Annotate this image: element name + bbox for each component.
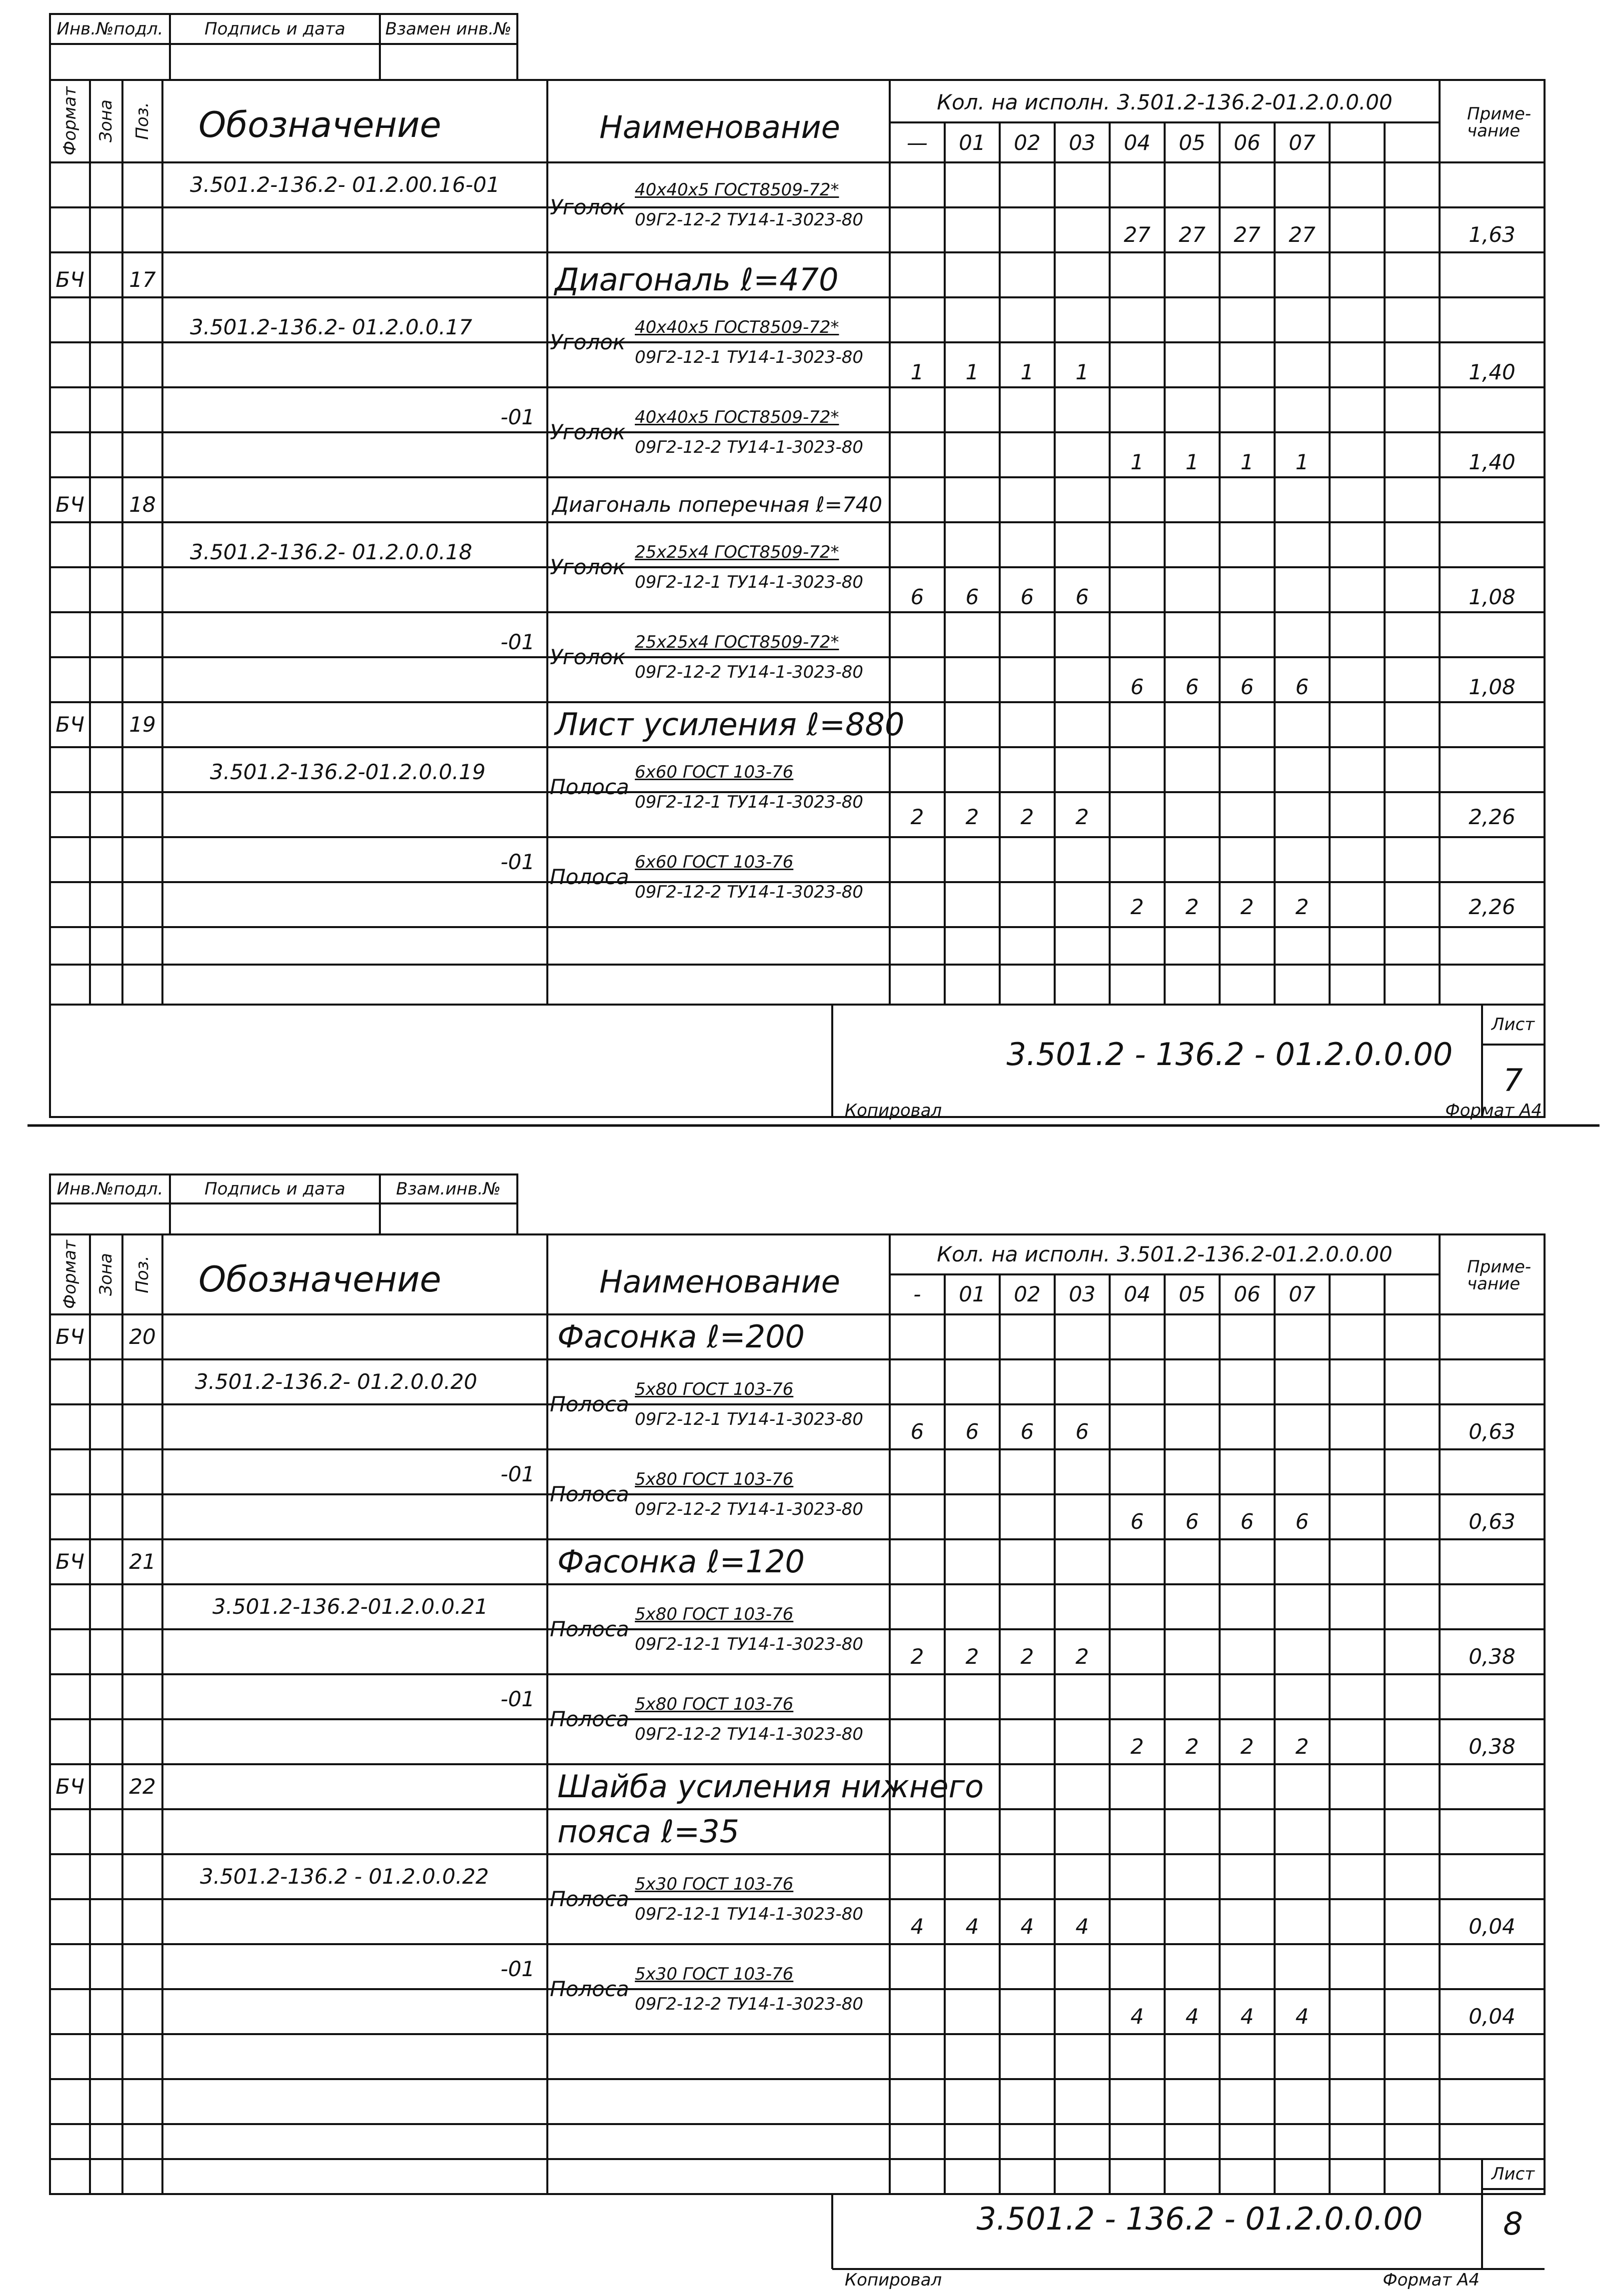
row-profile: 40x40x5 ГОСТ8509-72* <box>635 407 839 427</box>
qty-cell: 27 <box>1124 222 1151 247</box>
row-profile: 40x40x5 ГОСТ8509-72* <box>635 317 839 337</box>
row-material: 09Г2-12-1 ТУ14-1-3023-80 <box>635 1904 864 1924</box>
qty-cell: 2 <box>1075 805 1089 829</box>
qty-cell: 6 <box>1185 675 1199 699</box>
row-note: 2,26 <box>1469 805 1516 829</box>
header-name: Наименование <box>599 109 840 145</box>
row-profile: 40x40x5 ГОСТ8509-72* <box>635 180 839 200</box>
row-format: БЧ <box>55 1549 84 1574</box>
row-designation: 3.501.2-136.2- 01.2.0.0.17 <box>190 315 472 339</box>
sheet-page-8 <box>0 1145 1622 2296</box>
footer-sheet-number: 8 <box>1503 2206 1523 2242</box>
qty-cell: 4 <box>1295 2004 1309 2029</box>
row-material: 09Г2-12-2 ТУ14-1-3023-80 <box>635 210 864 230</box>
header-col: 01 <box>959 1282 986 1306</box>
row-designation: -01 <box>500 1957 535 1981</box>
footer-copied: Копировал <box>845 2270 942 2290</box>
qty-cell: 6 <box>1130 675 1144 699</box>
footer-doc-number: 3.501.2 - 136.2 - 01.2.0.0.00 <box>1006 1036 1453 1073</box>
row-note: 0,04 <box>1469 2004 1516 2029</box>
header-col: — <box>907 130 928 155</box>
row-profile: 6x60 ГОСТ 103-76 <box>635 762 794 782</box>
row-designation: -01 <box>500 1462 535 1486</box>
qty-cell: 2 <box>1130 1734 1144 1759</box>
qty-cell: 6 <box>1020 585 1034 609</box>
row-title: Фасонка ℓ=120 <box>557 1543 805 1580</box>
qty-cell: 4 <box>965 1914 979 1939</box>
header-col: 06 <box>1234 1282 1261 1306</box>
row-note: 0,63 <box>1469 1419 1516 1444</box>
header-col: 05 <box>1179 1282 1206 1306</box>
qty-cell: 27 <box>1179 222 1206 247</box>
row-kind: Полоса <box>550 775 629 799</box>
qty-cell: 6 <box>1240 675 1254 699</box>
qty-cell: 1 <box>1240 450 1254 474</box>
row-note: 1,40 <box>1469 450 1516 474</box>
row-title: Диагональ ℓ=470 <box>555 261 839 298</box>
header-note: Приме-чание <box>1467 1257 1532 1294</box>
row-profile: 5x80 ГОСТ 103-76 <box>635 1604 794 1624</box>
row-designation: -01 <box>500 630 535 654</box>
row-pos: 19 <box>129 712 156 737</box>
qty-cell: 1 <box>1295 450 1309 474</box>
row-profile: 25x25x4 ГОСТ8509-72* <box>635 542 839 562</box>
row-pos: 20 <box>129 1324 156 1349</box>
qty-cell: 2 <box>1075 1644 1089 1669</box>
qty-cell: 6 <box>965 1419 979 1444</box>
qty-cell: 2 <box>965 805 979 829</box>
row-kind: Полоса <box>550 1887 629 1911</box>
row-designation: -01 <box>500 1687 535 1711</box>
header-col: 01 <box>959 130 986 155</box>
footer-doc-number: 3.501.2 - 136.2 - 01.2.0.0.00 <box>976 2201 1423 2237</box>
row-title: Лист усиления ℓ=880 <box>555 706 905 743</box>
header-designation: Обозначение <box>198 104 441 145</box>
stamp-replace-label: Взам.инв.№ <box>396 1179 501 1199</box>
row-material: 09Г2-12-2 ТУ14-1-3023-80 <box>635 1994 864 2014</box>
qty-cell: 2 <box>1295 895 1309 919</box>
qty-cell: 2 <box>1240 895 1254 919</box>
qty-cell: 2 <box>1020 1644 1034 1669</box>
row-note: 1,63 <box>1469 222 1516 247</box>
header-pos: Поз. <box>132 102 152 140</box>
row-material: 09Г2-12-2 ТУ14-1-3023-80 <box>635 437 864 457</box>
qty-cell: 6 <box>1075 1419 1089 1444</box>
footer-format: Формат А4 <box>1383 2270 1480 2290</box>
sheet-grid <box>0 1145 1622 2296</box>
qty-cell: 2 <box>1185 1734 1199 1759</box>
qty-cell: 6 <box>910 585 924 609</box>
qty-cell: 6 <box>1295 675 1309 699</box>
qty-cell: 2 <box>965 1644 979 1669</box>
row-designation: 3.501.2-136.2- 01.2.0.0.18 <box>190 540 472 564</box>
qty-cell: 2 <box>910 1644 924 1669</box>
row-designation: 3.501.2-136.2- 01.2.00.16-01 <box>190 172 500 197</box>
row-material: 09Г2-12-2 ТУ14-1-3023-80 <box>635 662 864 682</box>
row-note: 1,08 <box>1469 675 1516 699</box>
header-format: Формат <box>60 86 80 155</box>
row-profile: 6x60 ГОСТ 103-76 <box>635 852 794 872</box>
qty-cell: 4 <box>910 1914 924 1939</box>
row-kind: Полоса <box>550 1617 629 1641</box>
row-designation: -01 <box>500 850 535 874</box>
row-profile: 25x25x4 ГОСТ8509-72* <box>635 632 839 652</box>
row-kind: Уголок <box>550 645 626 669</box>
row-note: 1,40 <box>1469 360 1516 384</box>
row-profile: 5x80 ГОСТ 103-76 <box>635 1379 794 1399</box>
footer-format: Формат А4 <box>1445 1101 1542 1121</box>
header-col: 02 <box>1014 1282 1041 1306</box>
header-col: 07 <box>1289 130 1316 155</box>
row-material: 09Г2-12-1 ТУ14-1-3023-80 <box>635 792 864 812</box>
row-kind: Уголок <box>550 330 626 354</box>
row-profile: 5x30 ГОСТ 103-76 <box>635 1964 794 1984</box>
row-kind: Полоса <box>550 1482 629 1506</box>
qty-cell: 1 <box>1020 360 1034 384</box>
qty-cell: 4 <box>1185 2004 1199 2029</box>
row-kind: Полоса <box>550 1707 629 1731</box>
qty-cell: 1 <box>965 360 979 384</box>
row-designation: -01 <box>500 405 535 429</box>
row-pos: 18 <box>129 492 156 517</box>
qty-cell: 6 <box>1240 1509 1254 1534</box>
qty-cell: 2 <box>1130 895 1144 919</box>
footer-sheet-number: 7 <box>1503 1062 1523 1099</box>
footer-sheet-label: Лист <box>1491 2164 1535 2184</box>
header-zone: Зона <box>96 1253 116 1296</box>
qty-cell: 6 <box>1075 585 1089 609</box>
header-name: Наименование <box>599 1263 840 1300</box>
qty-cell: 6 <box>1020 1419 1034 1444</box>
row-material: 09Г2-12-1 ТУ14-1-3023-80 <box>635 572 864 592</box>
row-format: БЧ <box>55 267 84 292</box>
row-kind: Уголок <box>550 555 626 579</box>
qty-cell: 6 <box>965 585 979 609</box>
row-material: 09Г2-12-2 ТУ14-1-3023-80 <box>635 1724 864 1744</box>
row-designation: 3.501.2-136.2-01.2.0.0.21 <box>212 1594 488 1619</box>
header-note: Приме-чание <box>1467 104 1532 141</box>
qty-cell: 4 <box>1130 2004 1144 2029</box>
qty-cell: 2 <box>1020 805 1034 829</box>
row-profile: 5x80 ГОСТ 103-76 <box>635 1694 794 1714</box>
row-kind: Полоса <box>550 865 629 889</box>
row-note: 1,08 <box>1469 585 1516 609</box>
row-material: 09Г2-12-2 ТУ14-1-3023-80 <box>635 1499 864 1519</box>
qty-cell: 2 <box>1185 895 1199 919</box>
qty-cell: 6 <box>1185 1509 1199 1534</box>
qty-cell: 1 <box>1075 360 1089 384</box>
header-col: 06 <box>1234 130 1261 155</box>
header-col: 04 <box>1124 1282 1151 1306</box>
qty-cell: 27 <box>1289 222 1316 247</box>
row-kind: Полоса <box>550 1392 629 1416</box>
stamp-inv-label: Инв.№подл. <box>56 1179 163 1199</box>
qty-cell: 6 <box>910 1419 924 1444</box>
row-designation: 3.501.2-136.2-01.2.0.0.19 <box>210 760 486 784</box>
qty-cell: 1 <box>1185 450 1199 474</box>
row-title: Шайба усиления нижнего <box>557 1768 984 1805</box>
row-note: 0,63 <box>1469 1509 1516 1534</box>
row-kind: Полоса <box>550 1977 629 2001</box>
header-qty: Кол. на исполн. 3.501.2-136.2-01.2.0.0.00 <box>937 90 1393 114</box>
qty-cell: 4 <box>1020 1914 1034 1939</box>
row-profile: 5x30 ГОСТ 103-76 <box>635 1874 794 1894</box>
qty-cell: 1 <box>910 360 924 384</box>
header-designation: Обозначение <box>198 1259 441 1300</box>
row-material: 09Г2-12-1 ТУ14-1-3023-80 <box>635 1634 864 1654</box>
row-material: 09Г2-12-1 ТУ14-1-3023-80 <box>635 1409 864 1429</box>
qty-cell: 6 <box>1130 1509 1144 1534</box>
header-qty: Кол. на исполн. 3.501.2-136.2-01.2.0.0.00 <box>937 1242 1393 1266</box>
row-pos: 22 <box>129 1774 156 1799</box>
qty-cell: 27 <box>1234 222 1261 247</box>
stamp-sign-label: Подпись и дата <box>204 19 345 39</box>
header-col: 03 <box>1069 1282 1096 1306</box>
row-designation: 3.501.2-136.2- 01.2.0.0.20 <box>195 1369 477 1394</box>
qty-cell: 2 <box>1240 1734 1254 1759</box>
row-pos: 17 <box>129 267 156 292</box>
row-title: Диагональ поперечная ℓ=740 <box>552 492 883 517</box>
row-note: 2,26 <box>1469 895 1516 919</box>
header-format: Формат <box>60 1240 80 1309</box>
row-kind: Уголок <box>550 420 626 444</box>
stamp-inv-label: Инв.№подл. <box>56 19 163 39</box>
row-profile: 5x80 ГОСТ 103-76 <box>635 1469 794 1489</box>
row-format: БЧ <box>55 1324 84 1349</box>
qty-cell: 2 <box>910 805 924 829</box>
row-note: 0,38 <box>1469 1644 1516 1669</box>
row-note: 0,38 <box>1469 1734 1516 1759</box>
header-col: 05 <box>1179 130 1206 155</box>
row-material: 09Г2-12-1 ТУ14-1-3023-80 <box>635 347 864 367</box>
footer-copied: Копировал <box>845 1101 942 1121</box>
qty-cell: 4 <box>1240 2004 1254 2029</box>
row-kind: Уголок <box>550 195 626 219</box>
header-col: 03 <box>1069 130 1096 155</box>
qty-cell: 1 <box>1130 450 1144 474</box>
header-col: 02 <box>1014 130 1041 155</box>
stamp-sign-label: Подпись и дата <box>204 1179 345 1199</box>
sheet-page-7 <box>0 0 1622 1145</box>
header-col: 07 <box>1289 1282 1316 1306</box>
header-col: - <box>913 1282 921 1306</box>
qty-cell: 2 <box>1295 1734 1309 1759</box>
row-designation: 3.501.2-136.2 - 01.2.0.0.22 <box>200 1864 489 1889</box>
row-pos: 21 <box>129 1549 156 1574</box>
stamp-replace-label: Взамен инв.№ <box>385 19 512 39</box>
footer-sheet-label: Лист <box>1491 1015 1535 1035</box>
row-title: Фасонка ℓ=200 <box>557 1318 805 1355</box>
row-format: БЧ <box>55 492 84 517</box>
qty-cell: 6 <box>1295 1509 1309 1534</box>
row-format: БЧ <box>55 712 84 737</box>
header-pos: Поз. <box>132 1255 152 1293</box>
header-zone: Зона <box>96 99 116 142</box>
row-format: БЧ <box>55 1774 84 1799</box>
row-material: 09Г2-12-2 ТУ14-1-3023-80 <box>635 882 864 902</box>
qty-cell: 4 <box>1075 1914 1089 1939</box>
header-col: 04 <box>1124 130 1151 155</box>
row-title-continued: пояса ℓ=35 <box>557 1813 740 1850</box>
row-note: 0,04 <box>1469 1914 1516 1939</box>
